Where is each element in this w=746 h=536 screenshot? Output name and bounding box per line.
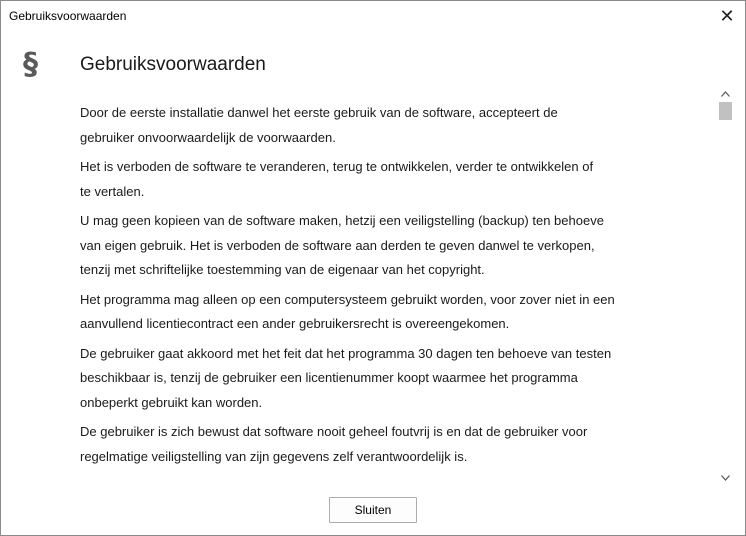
scroll-down-arrow-icon[interactable] [717,471,734,485]
terms-paragraph [80,101,640,150]
terms-paragraph [80,420,640,469]
terms-line: De gebruiker is zich bewust dat software nooit geheel foutvrij is en dat de gebruiker voor [80,424,588,439]
terms-line: regelmatige veiligstelling van zijn gegevens zelf verantwoordelijk is. [80,448,468,464]
terms-line: van eigen gebruik. Het is verboden de software aan derden te geven danwel te verkopen, [80,237,595,253]
terms-text [80,101,640,474]
terms-line: Het programma mag alleen op een computersysteem gebruikt worden, voor zover niet in een [80,291,615,307]
terms-line: Door de eerste installatie danwel het eerste gebruik van de software, accepteert de [80,105,558,120]
terms-line: De gebruiker gaat akkoord met het feit dat het programma 30 dagen ten behoeve van testen [80,345,612,361]
close-icon[interactable]: ✕ [719,5,735,26]
page-title: Gebruiksvoorwaarden [80,54,266,75]
terms-line: gebruiker onvoorwaardelijk de voorwaarden. [80,129,336,145]
terms-line: Het is verboden de software te veranderen, terug te ontwikkelen, verder te ontwikkelen of [80,159,594,174]
scrollbar-thumb[interactable] [719,102,732,120]
terms-line: aanvullend licentiecontract een ander gebruikersrecht is overeengekomen. [80,316,510,331]
terms-line: U mag geen kopieen van de software maken, hetzij een veiligstelling (backup) ten behoeve [80,213,604,228]
terms-line: onbeperkt gebruikt kan worden. [80,394,263,410]
terms-paragraph [80,209,640,283]
terms-paragraph [80,342,640,416]
terms-line: tenzij met schriftelijke toestemming van de eigenaar van het copyright. [80,262,485,277]
window-title: Gebruiksvoorwaarden [9,9,127,23]
close-button[interactable]: Sluiten [329,497,417,523]
vertical-scrollbar[interactable] [717,87,734,485]
terms-line: beschikbaar is, tenzij de gebruiker een licentienummer koopt waarmee het programma [80,370,578,385]
scroll-up-arrow-icon[interactable] [717,87,734,101]
section-sign-icon: § [23,47,38,82]
terms-paragraph [80,155,640,204]
terms-paragraph [80,288,640,337]
terms-line: te vertalen. [80,183,145,199]
title-bar [1,1,745,31]
